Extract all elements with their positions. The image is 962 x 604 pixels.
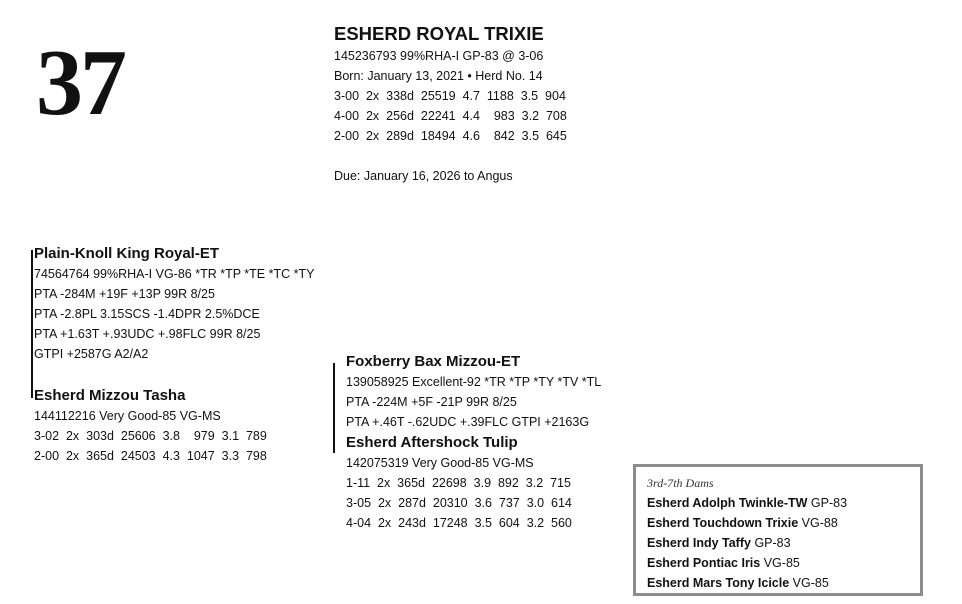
production-record: 3-00 2x 338d 25519 4.7 1188 3.5 904 [334, 89, 566, 103]
dam-record: 2-00 2x 365d 24503 4.3 1047 3.3 798 [34, 449, 267, 463]
dam-list-name: Esherd Mars Tony Icicle [647, 576, 790, 590]
maternal-grandsire-line: PTA -224M +5F -21P 99R 8/25 [346, 395, 517, 409]
pedigree-bracket-line [333, 363, 335, 453]
dam-list-item [647, 493, 847, 513]
dam-record: 3-02 2x 303d 25606 3.8 979 3.1 789 [34, 429, 267, 443]
animal-born-line: Born: January 13, 2021 • Herd No. 14 [334, 69, 543, 83]
dam-list-item [647, 513, 847, 533]
maternal-grandsire-name: Foxberry Bax Mizzou-ET [346, 353, 521, 370]
sire-block [34, 244, 314, 364]
maternal-grandsire-block [346, 352, 601, 432]
dam-list-score: VG-88 [801, 516, 838, 530]
pedigree-bracket-line [31, 250, 33, 398]
dams-box-header: 3rd-7th Dams [647, 476, 714, 490]
production-record: 2-00 2x 289d 18494 4.6 842 3.5 645 [334, 129, 567, 143]
sire-line: GTPI +2587G A2/A2 [34, 347, 149, 361]
dam-id-line: 144112216 Very Good-85 VG-MS [34, 409, 221, 423]
dam-list-score: GP-83 [810, 496, 848, 510]
maternal-grandsire-line: PTA +.46T -.62UDC +.39FLC GTPI +2163G [346, 415, 590, 429]
dam-block [34, 386, 267, 466]
sire-line: PTA +1.63T +.93UDC +.98FLC 99R 8/25 [34, 327, 261, 341]
maternal-granddam-id-line: 142075319 Very Good-85 VG-MS [346, 456, 534, 470]
dam-list-item [647, 573, 847, 593]
animal-id-line: 145236793 99%RHA-I GP-83 @ 3-06 [334, 49, 544, 63]
animal-name: ESHERD ROYAL TRIXIE [334, 23, 544, 44]
dam-list-item [647, 553, 847, 573]
dam-list-score: VG-85 [792, 576, 829, 590]
maternal-grandsire-line: 139058925 Excellent-92 *TR *TP *TY *TV *TL [346, 375, 602, 389]
dam-list-name: Esherd Indy Taffy [647, 536, 751, 550]
sire-line: 74564764 99%RHA-I VG-86 *TR *TP *TE *TC *TY [34, 267, 315, 281]
maternal-granddam-record: 4-04 2x 243d 17248 3.5 604 3.2 560 [346, 516, 572, 530]
lot-number: 37 [36, 31, 124, 135]
maternal-granddam-record: 1-11 2x 365d 22698 3.9 892 3.2 715 [346, 476, 571, 490]
due-date-line: Due: January 16, 2026 to Angus [334, 169, 513, 183]
maternal-granddam-record: 3-05 2x 287d 20310 3.6 737 3.0 614 [346, 496, 572, 510]
dam-list-item [647, 533, 847, 553]
main-animal-block [334, 22, 567, 186]
sire-line: PTA -284M +19F +13P 99R 8/25 [34, 287, 215, 301]
maternal-granddam-name: Esherd Aftershock Tulip [346, 434, 518, 451]
production-record: 4-00 2x 256d 22241 4.4 983 3.2 708 [334, 109, 567, 123]
dam-list-name: Esherd Adolph Twinkle-TW [647, 496, 808, 510]
dam-list-score: VG-85 [763, 556, 800, 570]
dam-list-name: Esherd Touchdown Trixie [647, 516, 799, 530]
dam-list-score: GP-83 [754, 536, 791, 550]
maternal-granddam-block [346, 433, 572, 533]
sire-line: PTA -2.8PL 3.15SCS -1.4DPR 2.5%DCE [34, 307, 260, 321]
sire-name: Plain-Knoll King Royal-ET [34, 245, 220, 262]
dams-box [633, 464, 923, 596]
dam-name: Esherd Mizzou Tasha [34, 387, 186, 404]
dam-list-name: Esherd Pontiac Iris [647, 556, 761, 570]
